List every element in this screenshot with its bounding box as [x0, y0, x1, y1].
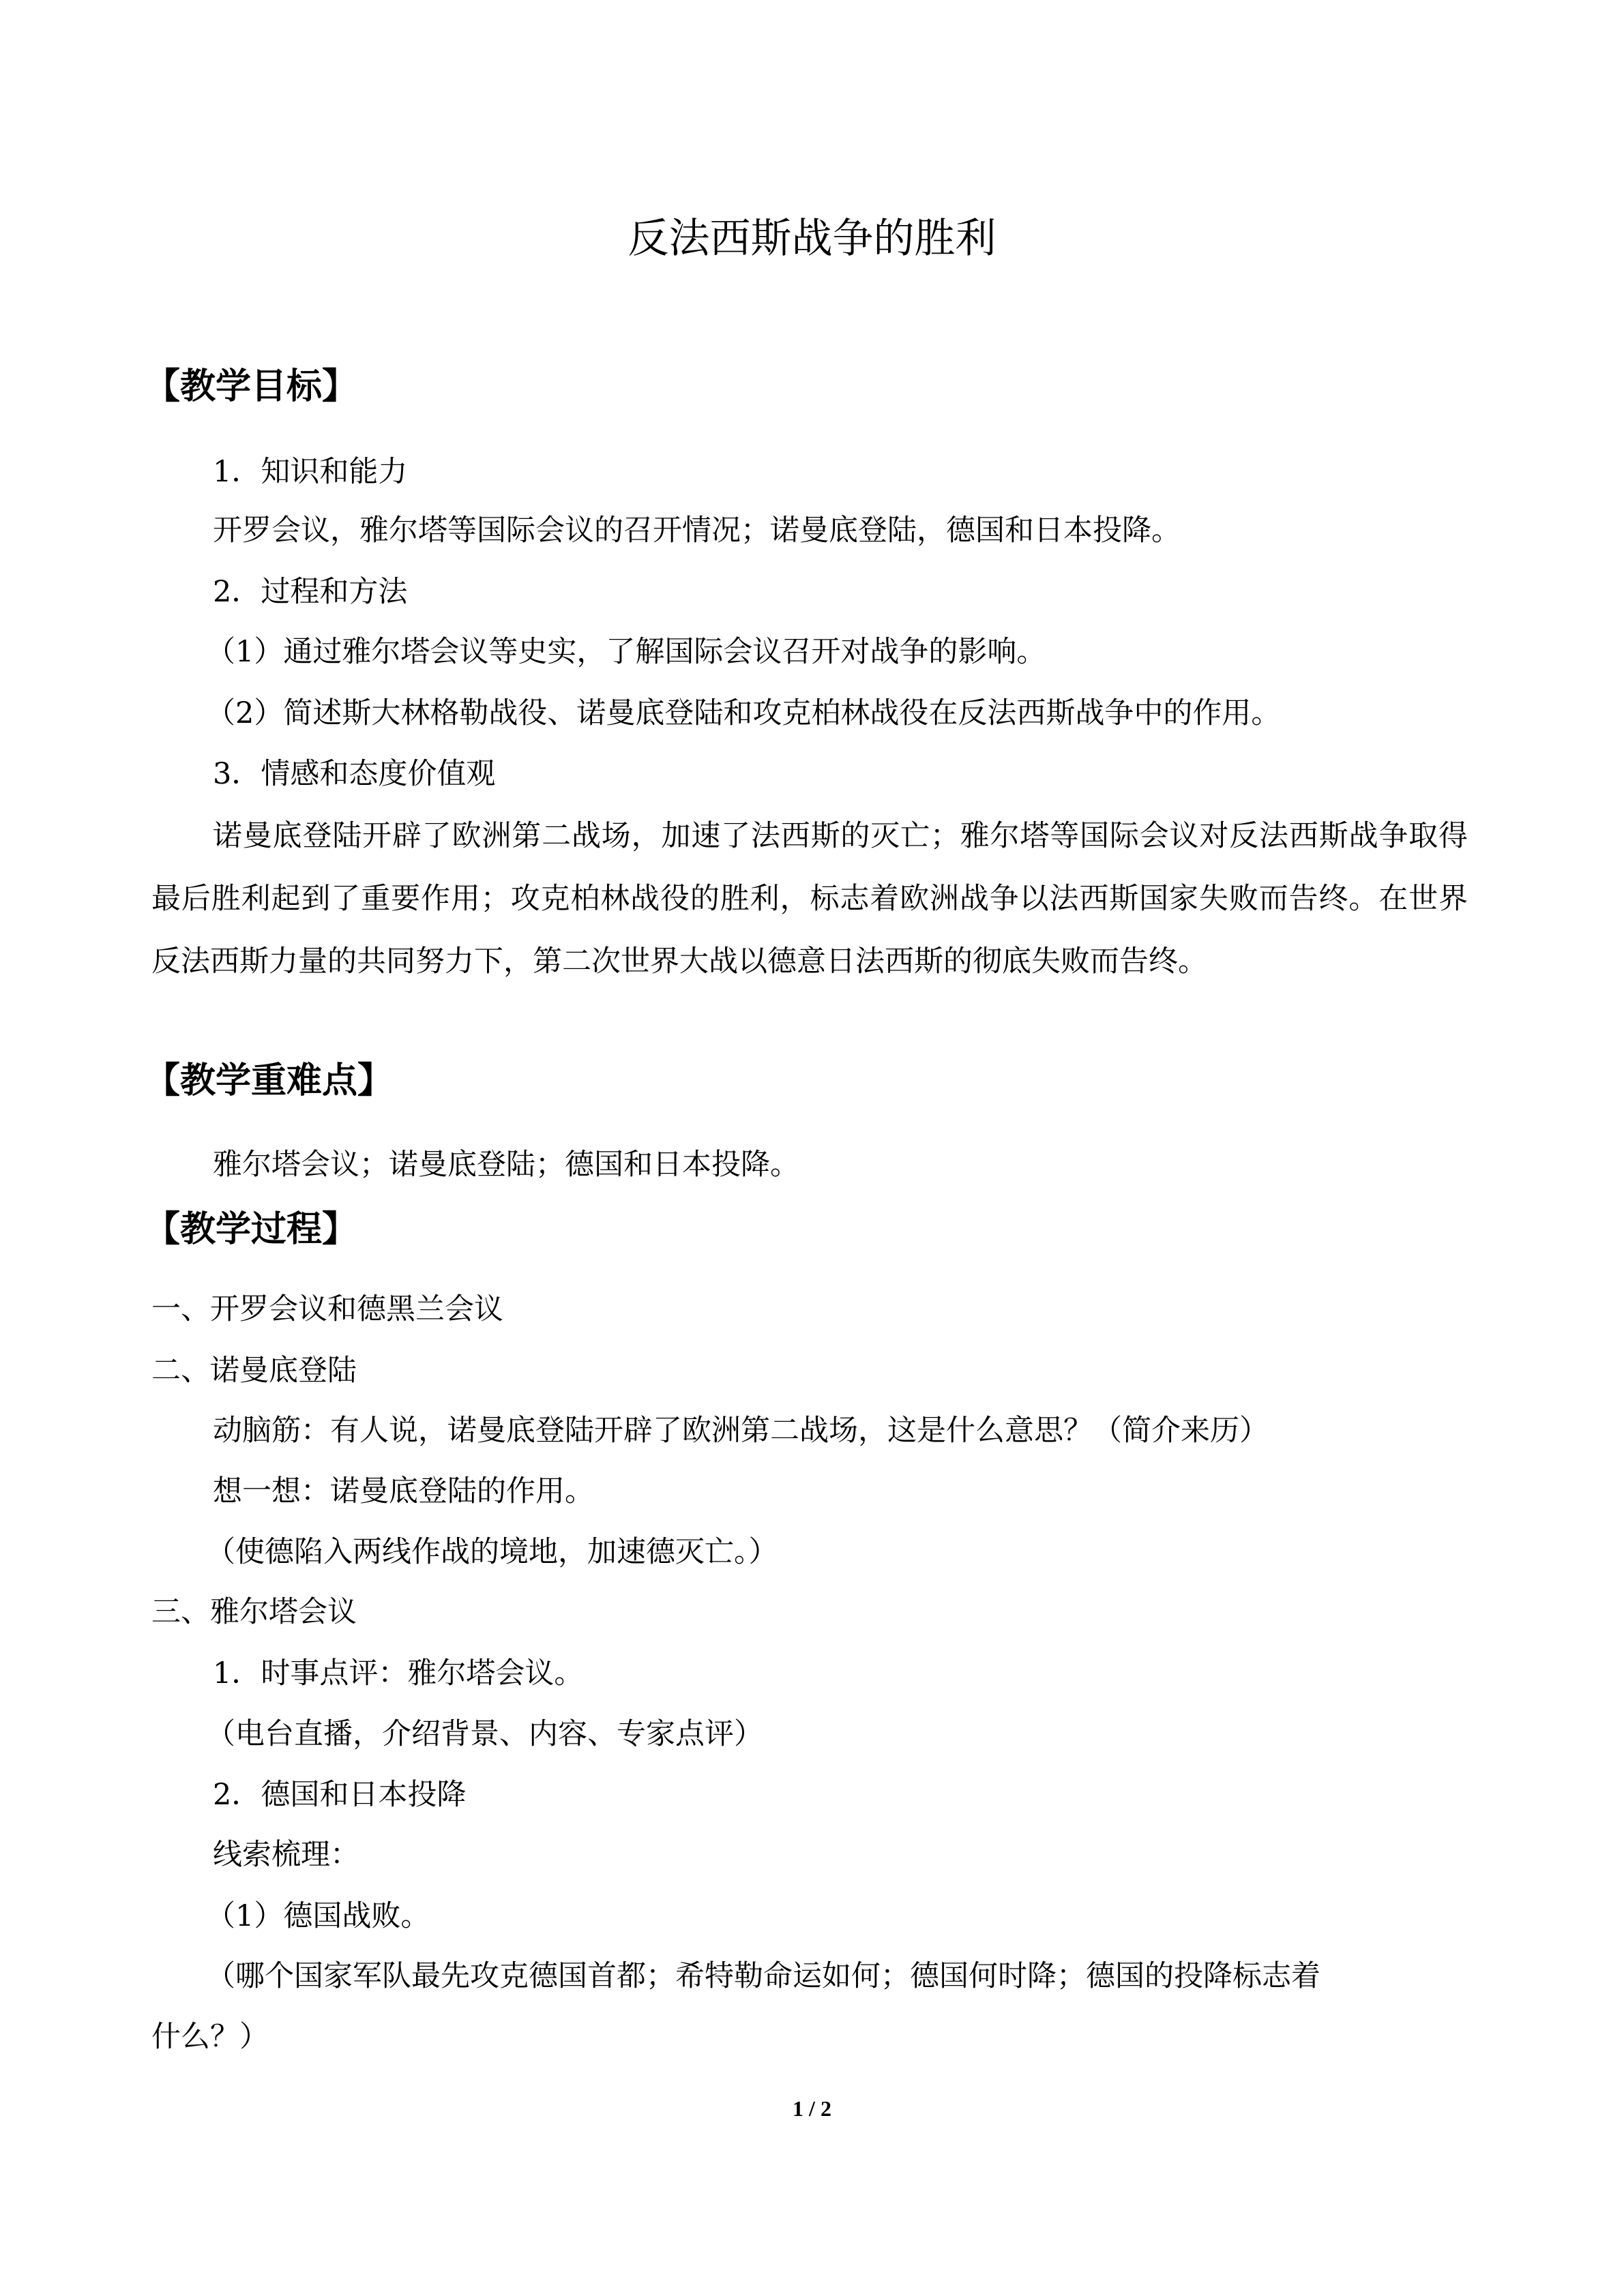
- process-part-3-item-2: 2．德国和日本投降: [213, 1778, 467, 1812]
- page-number: 1 / 2: [793, 2096, 831, 2121]
- document-title: 反法西斯战争的胜利: [628, 215, 996, 263]
- process-part-1: 一、开罗会议和德黑兰会议: [151, 1292, 503, 1326]
- process-part-2: 二、诺曼底登陆: [151, 1354, 357, 1388]
- process-part-3-item-1-note: （电台直播，介绍背景、内容、专家点评）: [206, 1717, 763, 1751]
- process-part-3-item-2-sub-1-note: （哪个国家军队最先攻克德国首都；希特勒命运如何；德国何时降；德国的投降标志着: [206, 1959, 1320, 1993]
- section-heading-objectives: 【教学目标】: [145, 366, 358, 407]
- process-part-2-answer-2: （使德陷入两线作战的境地，加速德灭亡。）: [206, 1535, 778, 1569]
- section-heading-key-points: 【教学重难点】: [145, 1060, 394, 1101]
- process-part-3-item-1: 1．时事点评：雅尔塔会议。: [213, 1656, 584, 1690]
- section-heading-process: 【教学过程】: [145, 1209, 358, 1250]
- objective-1-text: 开罗会议，雅尔塔等国际会议的召开情况；诺曼底登陆，德国和日本投降。: [213, 513, 1181, 548]
- objective-3-label: 3．情感和态度价值观: [213, 757, 496, 791]
- process-part-2-question-1: 动脑筋：有人说，诺曼底登陆开辟了欧洲第二战场，这是什么意思？（简介来历）: [213, 1414, 1269, 1448]
- objective-1-label: 1．知识和能力: [213, 455, 408, 489]
- key-points-text: 雅尔塔会议；诺曼底登陆；德国和日本投降。: [213, 1148, 799, 1182]
- process-part-3-item-2-label: 线索梳理：: [213, 1838, 359, 1872]
- objective-2-label: 2．过程和方法: [213, 575, 408, 609]
- process-part-3-item-2-sub-1-note-continued: 什么？）: [151, 2020, 269, 2054]
- objective-2-sub-1: （1）通过雅尔塔会议等史实，了解国际会议召开对战争的影响。: [206, 635, 1046, 669]
- objective-3-paragraph: 诺曼底登陆开辟了欧洲第二战场，加速了法西斯的灭亡；雅尔塔等国际会议对反法西斯战争取得最后胜利起到了重要作用；攻克柏林战役的胜利，标志着欧洲战争以法西斯国家失败而告终。在世界反法西斯力量的共同努力下，第二次世界大战以德意日法西斯的彻底失败而告终。: [151, 819, 1468, 979]
- process-part-2-question-2: 想一想：诺曼底登陆的作用。: [213, 1474, 594, 1508]
- process-part-3: 三、雅尔塔会议: [151, 1595, 357, 1629]
- objective-2-sub-2: （2）简述斯大林格勒战役、诺曼底登陆和攻克柏林战役在反法西斯战争中的作用。: [206, 696, 1281, 730]
- process-part-3-item-2-sub-1: （1）德国战败。: [206, 1899, 430, 1933]
